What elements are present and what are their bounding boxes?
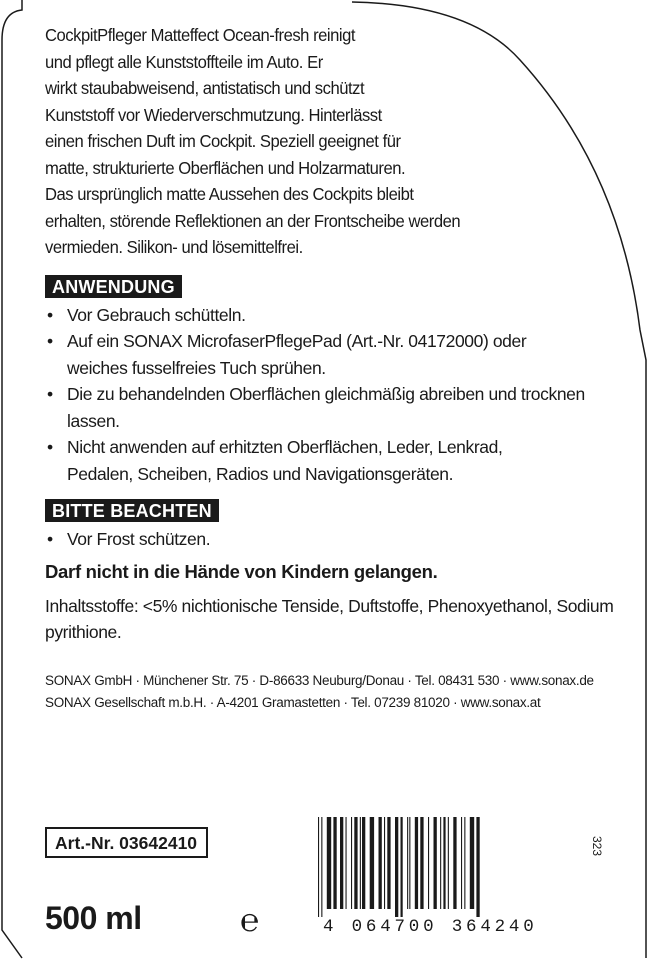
barcode-bar xyxy=(476,817,479,917)
barcode-bar xyxy=(318,817,319,917)
list-item: • Vor Frost schützen. xyxy=(45,526,625,553)
description-line: matte, strukturierte Oberflächen und Holzarmaturen. xyxy=(45,157,406,178)
barcode-bar xyxy=(440,817,441,909)
barcode-bar xyxy=(384,817,385,909)
barcode-bar xyxy=(346,817,347,909)
barcode-bar xyxy=(434,817,437,909)
barcode-bar xyxy=(321,817,322,917)
barcode-digits: 4 064700 364240 xyxy=(323,917,538,937)
application-heading: ANWENDUNG xyxy=(45,275,182,298)
list-item: • Nicht anwenden auf erhitzten Oberflächen, Leder, Lenkrad, Pedalen, Scheiben, Radios und Navigationsgeräten. xyxy=(45,434,567,487)
description-line: einen frischen Duft im Cockpit. Speziell geeignet für xyxy=(45,131,401,151)
barcode-bar xyxy=(360,817,361,909)
description-line: CockpitPfleger Matteffect Ocean-fresh reinigt xyxy=(45,25,356,45)
ingredients-text: Inhaltsstoffe: <5% nichtionische Tenside, Duftstoffe, Phenoxyethanol, Sodium pyrithione. xyxy=(45,595,614,642)
barcode-bar xyxy=(351,817,352,909)
notice-heading: BITTE BEACHTEN xyxy=(45,499,219,522)
notice-list xyxy=(45,526,625,553)
barcode-bar xyxy=(327,817,331,909)
barcode-bar xyxy=(453,817,456,909)
barcode-bar xyxy=(370,817,374,909)
description-line: vermieden. Silikon- und lösemittelfrei. xyxy=(45,237,303,257)
side-code: 323 xyxy=(590,836,604,857)
description-line: Das ursprünglich matte Aussehen des Cockpits bleibt xyxy=(45,184,414,204)
list-item: • Die zu behandelnden Oberflächen gleichmäßig abreiben und trocknen lassen. xyxy=(45,381,587,434)
barcode-bar xyxy=(333,817,336,909)
address-line-germany: SONAX GmbH · Münchener Str. 75 · D-86633 Neuburg/Donau · Tel. 08431 530 · www.sonax.de xyxy=(45,672,594,688)
description-line: wirkt staubabweisend, antistatisch und schützt xyxy=(45,78,365,98)
barcode-bar xyxy=(407,817,408,909)
barcode-bar xyxy=(420,817,423,909)
barcode-bar xyxy=(464,817,465,909)
description-line: und pflegt alle Kunststoffteile im Auto. Er xyxy=(45,51,323,72)
product-description xyxy=(45,22,615,261)
list-item: • Vor Gebrauch schütteln. xyxy=(45,302,625,329)
barcode xyxy=(318,817,598,917)
barcode-bar xyxy=(443,817,445,909)
barcode-bar xyxy=(340,817,343,909)
volume-label: 500 ml xyxy=(45,900,142,936)
barcode-bar xyxy=(395,817,398,917)
description-line: erhalten, störende Reflektionen an der Frontscheibe werden xyxy=(45,210,461,231)
barcode-bar xyxy=(428,817,429,909)
barcode-bar xyxy=(448,817,449,909)
article-number-box: Art.-Nr. 03642410 xyxy=(45,827,208,858)
estimated-sign-icon: ℮ xyxy=(240,901,260,939)
address-line-austria: SONAX Gesellschaft m.b.H. · A-4201 Gramastetten · Tel. 07239 81020 · www.sonax.at xyxy=(45,695,541,710)
barcode-bar xyxy=(470,817,474,909)
barcode-bar xyxy=(354,817,357,909)
description-line: Kunststoff vor Wiederverschmutzung. Hinterlässt xyxy=(45,104,382,125)
label-content xyxy=(45,22,625,715)
barcode-bar xyxy=(461,817,462,909)
barcode-bar xyxy=(362,817,365,909)
child-safety-warning: Darf nicht in die Hände von Kindern gelangen. xyxy=(45,560,438,582)
barcode-bar xyxy=(387,817,390,909)
barcode-bar xyxy=(379,817,382,909)
barcode-bar xyxy=(415,817,418,909)
barcode-bar xyxy=(409,817,410,909)
application-list xyxy=(45,302,625,488)
barcode-bar xyxy=(401,817,403,917)
manufacturer-address xyxy=(45,670,625,715)
list-item: • Auf ein SONAX MicrofaserPflegePad (Art.-Nr. 04172000) oder weiches fusselfreies Tuch sprühen. xyxy=(45,328,537,381)
